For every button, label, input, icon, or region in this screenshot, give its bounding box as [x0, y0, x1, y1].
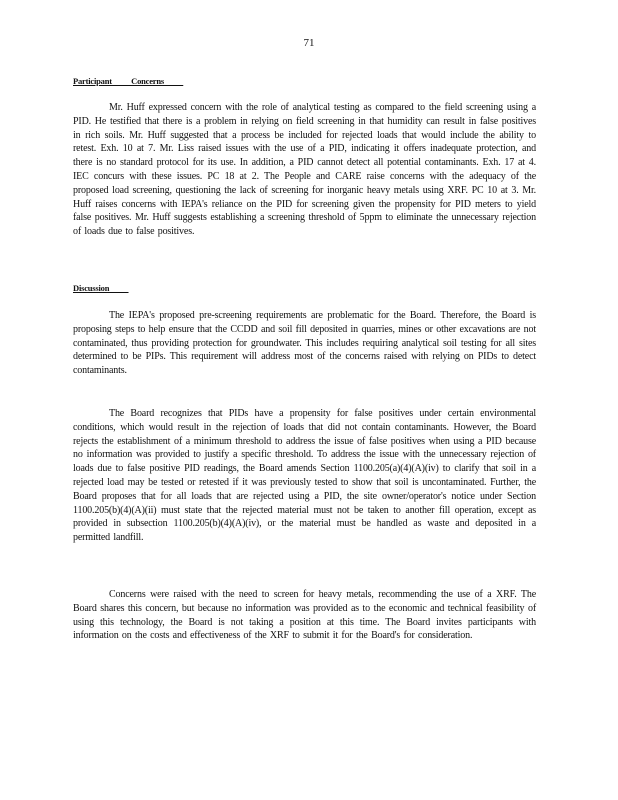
paragraph-discussion-pre-screening: The IEPA's proposed pre-screening requirements are problematic for the Board. Therefore, the Board is proposing steps to help ensure that the CCDD and soil fill deposited in quarries, mines or other excavations are not contaminated, thus providing protection for groundwater. This includes requiring analytical soil testing for all sites determined to be PIPs. This requirement will address most of the concerns raised with relying on PIDs to detect contaminants. — [73, 310, 536, 377]
paragraph-discussion-false-positives: The Board recognizes that PIDs have a propensity for false positives under certain environmental conditions, which would result in the rejection of loads that did not contain contaminants. However, the Board rejects the establishment of a minimum threshold to address the issue of false positives when using a PID because no information was provided to justify a specific threshold. To address the issue with the unnecessary rejection of loads due to false positive PID readings, the Board amends Section 1100.205(a)(4)(A)(iv) to clarify that soil in a rejected load may be tested or retested if it was previously tested to show that soil is uncontaminated. Further, the Board proposes that for all loads that are rejected using a PID, the site owner/operator's notice under Section 1100.205(b)(4)(A)(ii) must state that the rejected material must not be taken to another fill operation, except as provided in subsection 1100.205(b)(4)(A)(iv), or the material must be handled as waste and deposited in a permitted landfill. — [73, 408, 536, 544]
section-heading-discussion: Discussion — [73, 283, 129, 293]
section-heading-participant-concerns: Participant Concerns — [73, 76, 184, 86]
paragraph-participant-concerns: Mr. Huff expressed concern with the role of analytical testing as compared to the field screening using a PID. He testified that there is a problem in relying on field screening in that humidity can result in false positives in rich soils. Mr. Huff suggested that a process be included for rejected loads that would include the ability to retest. Exh. 10 at 7. Mr. Liss raised issues with the use of a PID, indicating it offers inadequate protection, and there is no standard protocol for its use. In addition, a PID cannot detect all potential contaminants. Exh. 17 at 4. IEC concurs with these issues. PC 18 at 2. The People and CARE raise concerns with the adequacy of the proposed load screening, questioning the lack of screening for inorganic heavy metals using XRF. PC 10 at 3. Mr. Huff raises concerns with IEPA's reliance on the PID for screening given the propensity for PID meters to yield false positives. Mr. Huff suggests establishing a screening threshold of 5ppm to eliminate the unnecessary rejection of loads due to false positives. — [73, 102, 536, 238]
paragraph-discussion-heavy-metals: Concerns were raised with the need to screen for heavy metals, recommending the use of a XRF. The Board shares this concern, but because no information was provided as to the economic and technical feasibility of using this technology, the Board is not taking a position at this time. The Board invites participants with information on the costs and effectiveness of the XRF to submit it for the Board's for consideration. — [73, 589, 536, 642]
page-number: 71 — [303, 37, 315, 49]
